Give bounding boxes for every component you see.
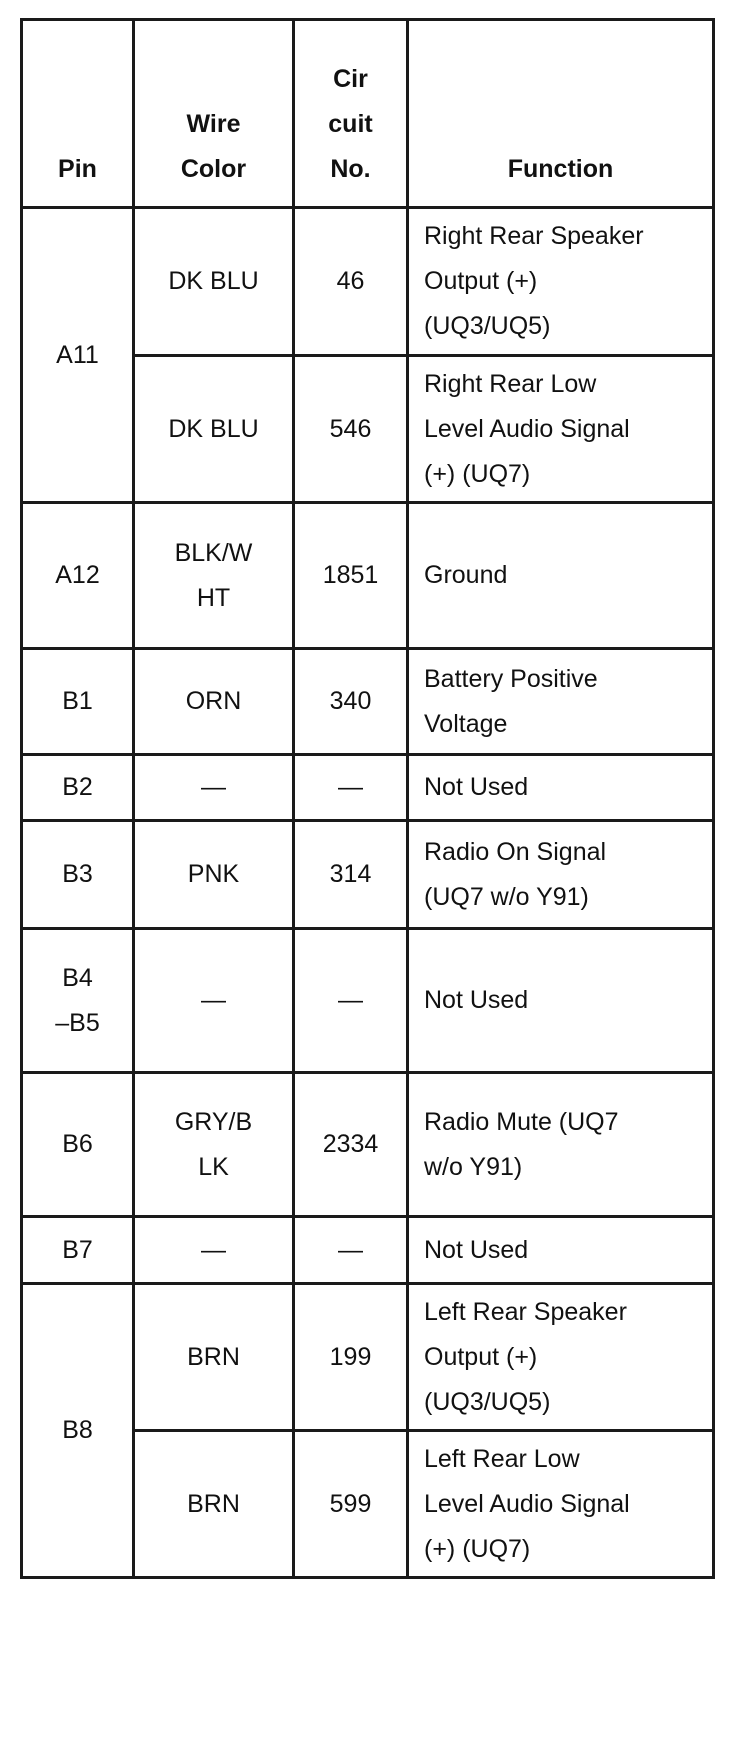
header-wire-color: Wire Color bbox=[134, 20, 294, 208]
table-row bbox=[22, 929, 714, 1073]
table-row bbox=[22, 755, 714, 821]
pin-cell: B2 bbox=[22, 755, 134, 821]
function-cell: Not Used bbox=[408, 755, 714, 821]
pin-cell: B3 bbox=[22, 821, 134, 929]
circuit-cell: 2334 bbox=[294, 1073, 408, 1217]
table-row bbox=[22, 1073, 714, 1217]
header-row bbox=[22, 20, 714, 208]
function-cell: Not Used bbox=[408, 929, 714, 1073]
pin-cell: B8 bbox=[22, 1284, 134, 1578]
function-cell: Ground bbox=[408, 503, 714, 649]
wire-color-cell: — bbox=[134, 1217, 294, 1284]
function-cell: Not Used bbox=[408, 1217, 714, 1284]
circuit-cell: — bbox=[294, 1217, 408, 1284]
function-cell: Radio On Signal (UQ7 w/o Y91) bbox=[408, 821, 714, 929]
circuit-cell: — bbox=[294, 755, 408, 821]
table-row bbox=[22, 1217, 714, 1284]
circuit-cell: 599 bbox=[294, 1431, 408, 1578]
header-pin: Pin bbox=[22, 20, 134, 208]
function-cell: Radio Mute (UQ7 w/o Y91) bbox=[408, 1073, 714, 1217]
function-cell: Left Rear Low Level Audio Signal (+) (UQ7) bbox=[408, 1431, 714, 1578]
function-cell: Battery Positive Voltage bbox=[408, 649, 714, 755]
circuit-cell: 546 bbox=[294, 356, 408, 503]
header-circuit-no: Cir cuit No. bbox=[294, 20, 408, 208]
connector-pinout-table-container bbox=[20, 18, 715, 1579]
wire-color-cell: — bbox=[134, 755, 294, 821]
wire-color-cell: GRY/B LK bbox=[134, 1073, 294, 1217]
table-row bbox=[22, 821, 714, 929]
circuit-cell: 46 bbox=[294, 208, 408, 356]
circuit-cell: 340 bbox=[294, 649, 408, 755]
pin-cell: B1 bbox=[22, 649, 134, 755]
table-row bbox=[22, 208, 714, 356]
wire-color-cell: BLK/W HT bbox=[134, 503, 294, 649]
wire-color-cell: PNK bbox=[134, 821, 294, 929]
wire-color-cell: BRN bbox=[134, 1284, 294, 1431]
table-row bbox=[22, 649, 714, 755]
function-cell: Left Rear Speaker Output (+) (UQ3/UQ5) bbox=[408, 1284, 714, 1431]
connector-pinout-table bbox=[20, 18, 715, 1579]
wire-color-cell: — bbox=[134, 929, 294, 1073]
table-row bbox=[22, 503, 714, 649]
circuit-cell: 1851 bbox=[294, 503, 408, 649]
circuit-cell: — bbox=[294, 929, 408, 1073]
pin-cell: B4 –B5 bbox=[22, 929, 134, 1073]
function-cell: Right Rear Speaker Output (+) (UQ3/UQ5) bbox=[408, 208, 714, 356]
wire-color-cell: BRN bbox=[134, 1431, 294, 1578]
header-function: Function bbox=[408, 20, 714, 208]
circuit-cell: 199 bbox=[294, 1284, 408, 1431]
wire-color-cell: DK BLU bbox=[134, 208, 294, 356]
pin-cell: A11 bbox=[22, 208, 134, 503]
wire-color-cell: ORN bbox=[134, 649, 294, 755]
pin-cell: B6 bbox=[22, 1073, 134, 1217]
circuit-cell: 314 bbox=[294, 821, 408, 929]
table-row bbox=[22, 1284, 714, 1431]
pin-cell: B7 bbox=[22, 1217, 134, 1284]
function-cell: Right Rear Low Level Audio Signal (+) (UQ7) bbox=[408, 356, 714, 503]
pin-cell: A12 bbox=[22, 503, 134, 649]
wire-color-cell: DK BLU bbox=[134, 356, 294, 503]
